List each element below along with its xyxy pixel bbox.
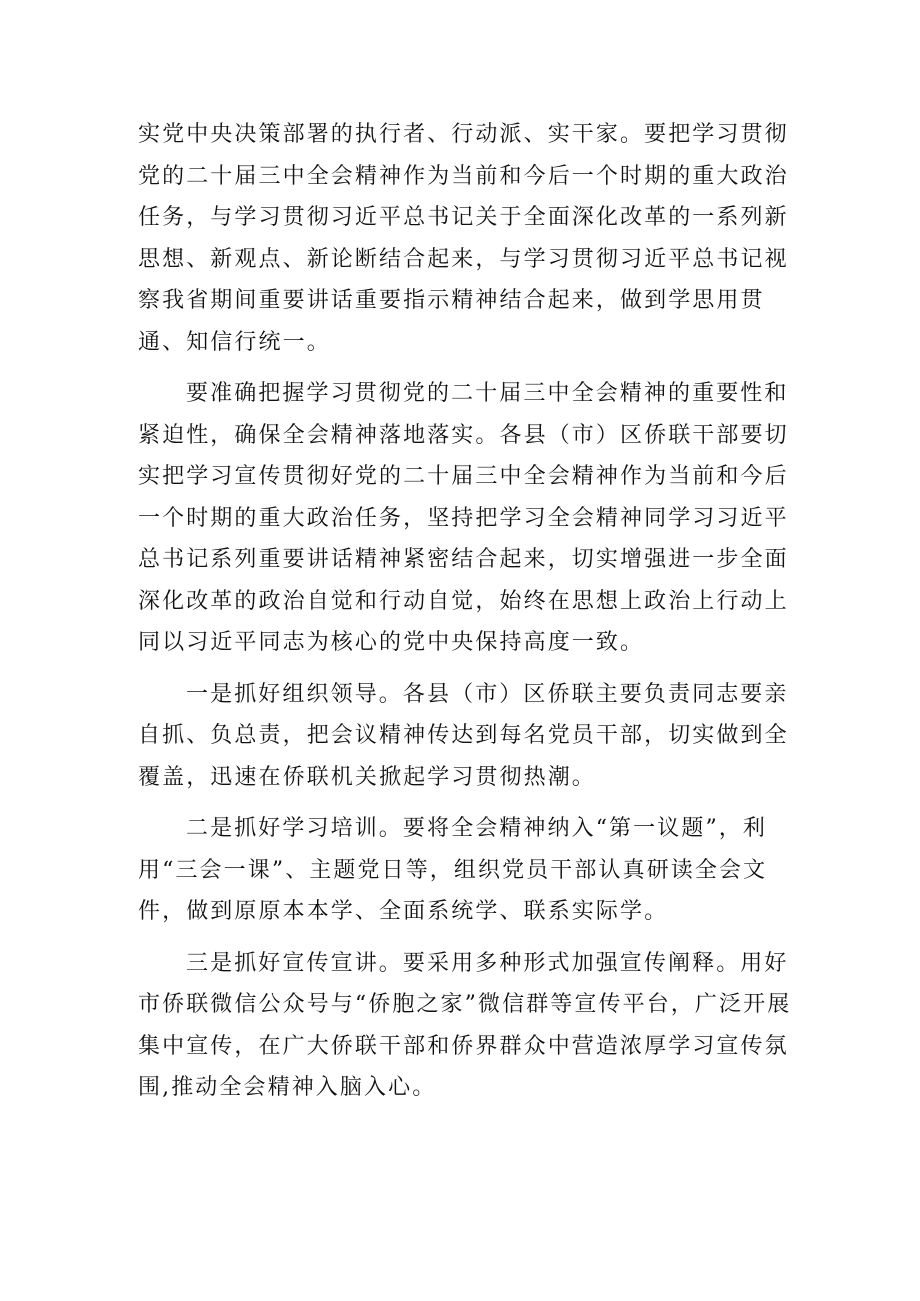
paragraph-training: 二是抓好学习培训。要将全会精神纳入“第一议题”，利用“三会一课”、主题党日等，组织党员干部认真研读全会文件，做到原原本本学、全面系统学、联系实际学。 — [138, 816, 768, 924]
paragraph-intro: 实党中央决策部署的执行者、行动派、实干家。要把学习贯彻党的二十届三中全会精神作为当前和今后一个时期的重大政治任务，与学习贯彻习近平总书记关于全面深化改革的一系列新思想、新观点、新论断结合起来，与学习贯彻习近平总书记视察我省期间重要讲话重要指示精神结合起来，做到学思用贯通、知信行统一。 — [138, 122, 789, 355]
paragraph-publicity: 三是抓好宣传宣讲。要采用多种形式加强宣传阐释。用好市侨联微信公众号与“侨胞之家”微信群等宣传平台，广泛开展集中宣传，在广大侨联干部和侨界群众中营造浓厚学习宣传氛围,推动全会精神入脑入心。 — [138, 950, 792, 1100]
document-body — [138, 114, 798, 1109]
paragraph-importance: 要准确把握学习贯彻党的二十届三中全会精神的重要性和紧迫性，确保全会精神落地落实。各县（市）区侨联干部要切实把学习宣传贯彻好党的二十届三中全会精神作为当前和今后一个时期的重大政治任务，坚持把学习全会精神同学习习近平总书记系列重要讲话精神紧密结合起来，切实增强进一步全面深化改革的政治自觉和行动自觉，始终在思想上政治上行动上同以习近平同志为核心的党中央保持高度一致。 — [138, 381, 789, 655]
paragraph-organization: 一是抓好组织领导。各县（市）区侨联主要负责同志要亲自抓、负总责，把会议精神传达到每名党员干部，切实做到全覆盖，迅速在侨联机关掀起学习贯彻热潮。 — [138, 681, 789, 790]
